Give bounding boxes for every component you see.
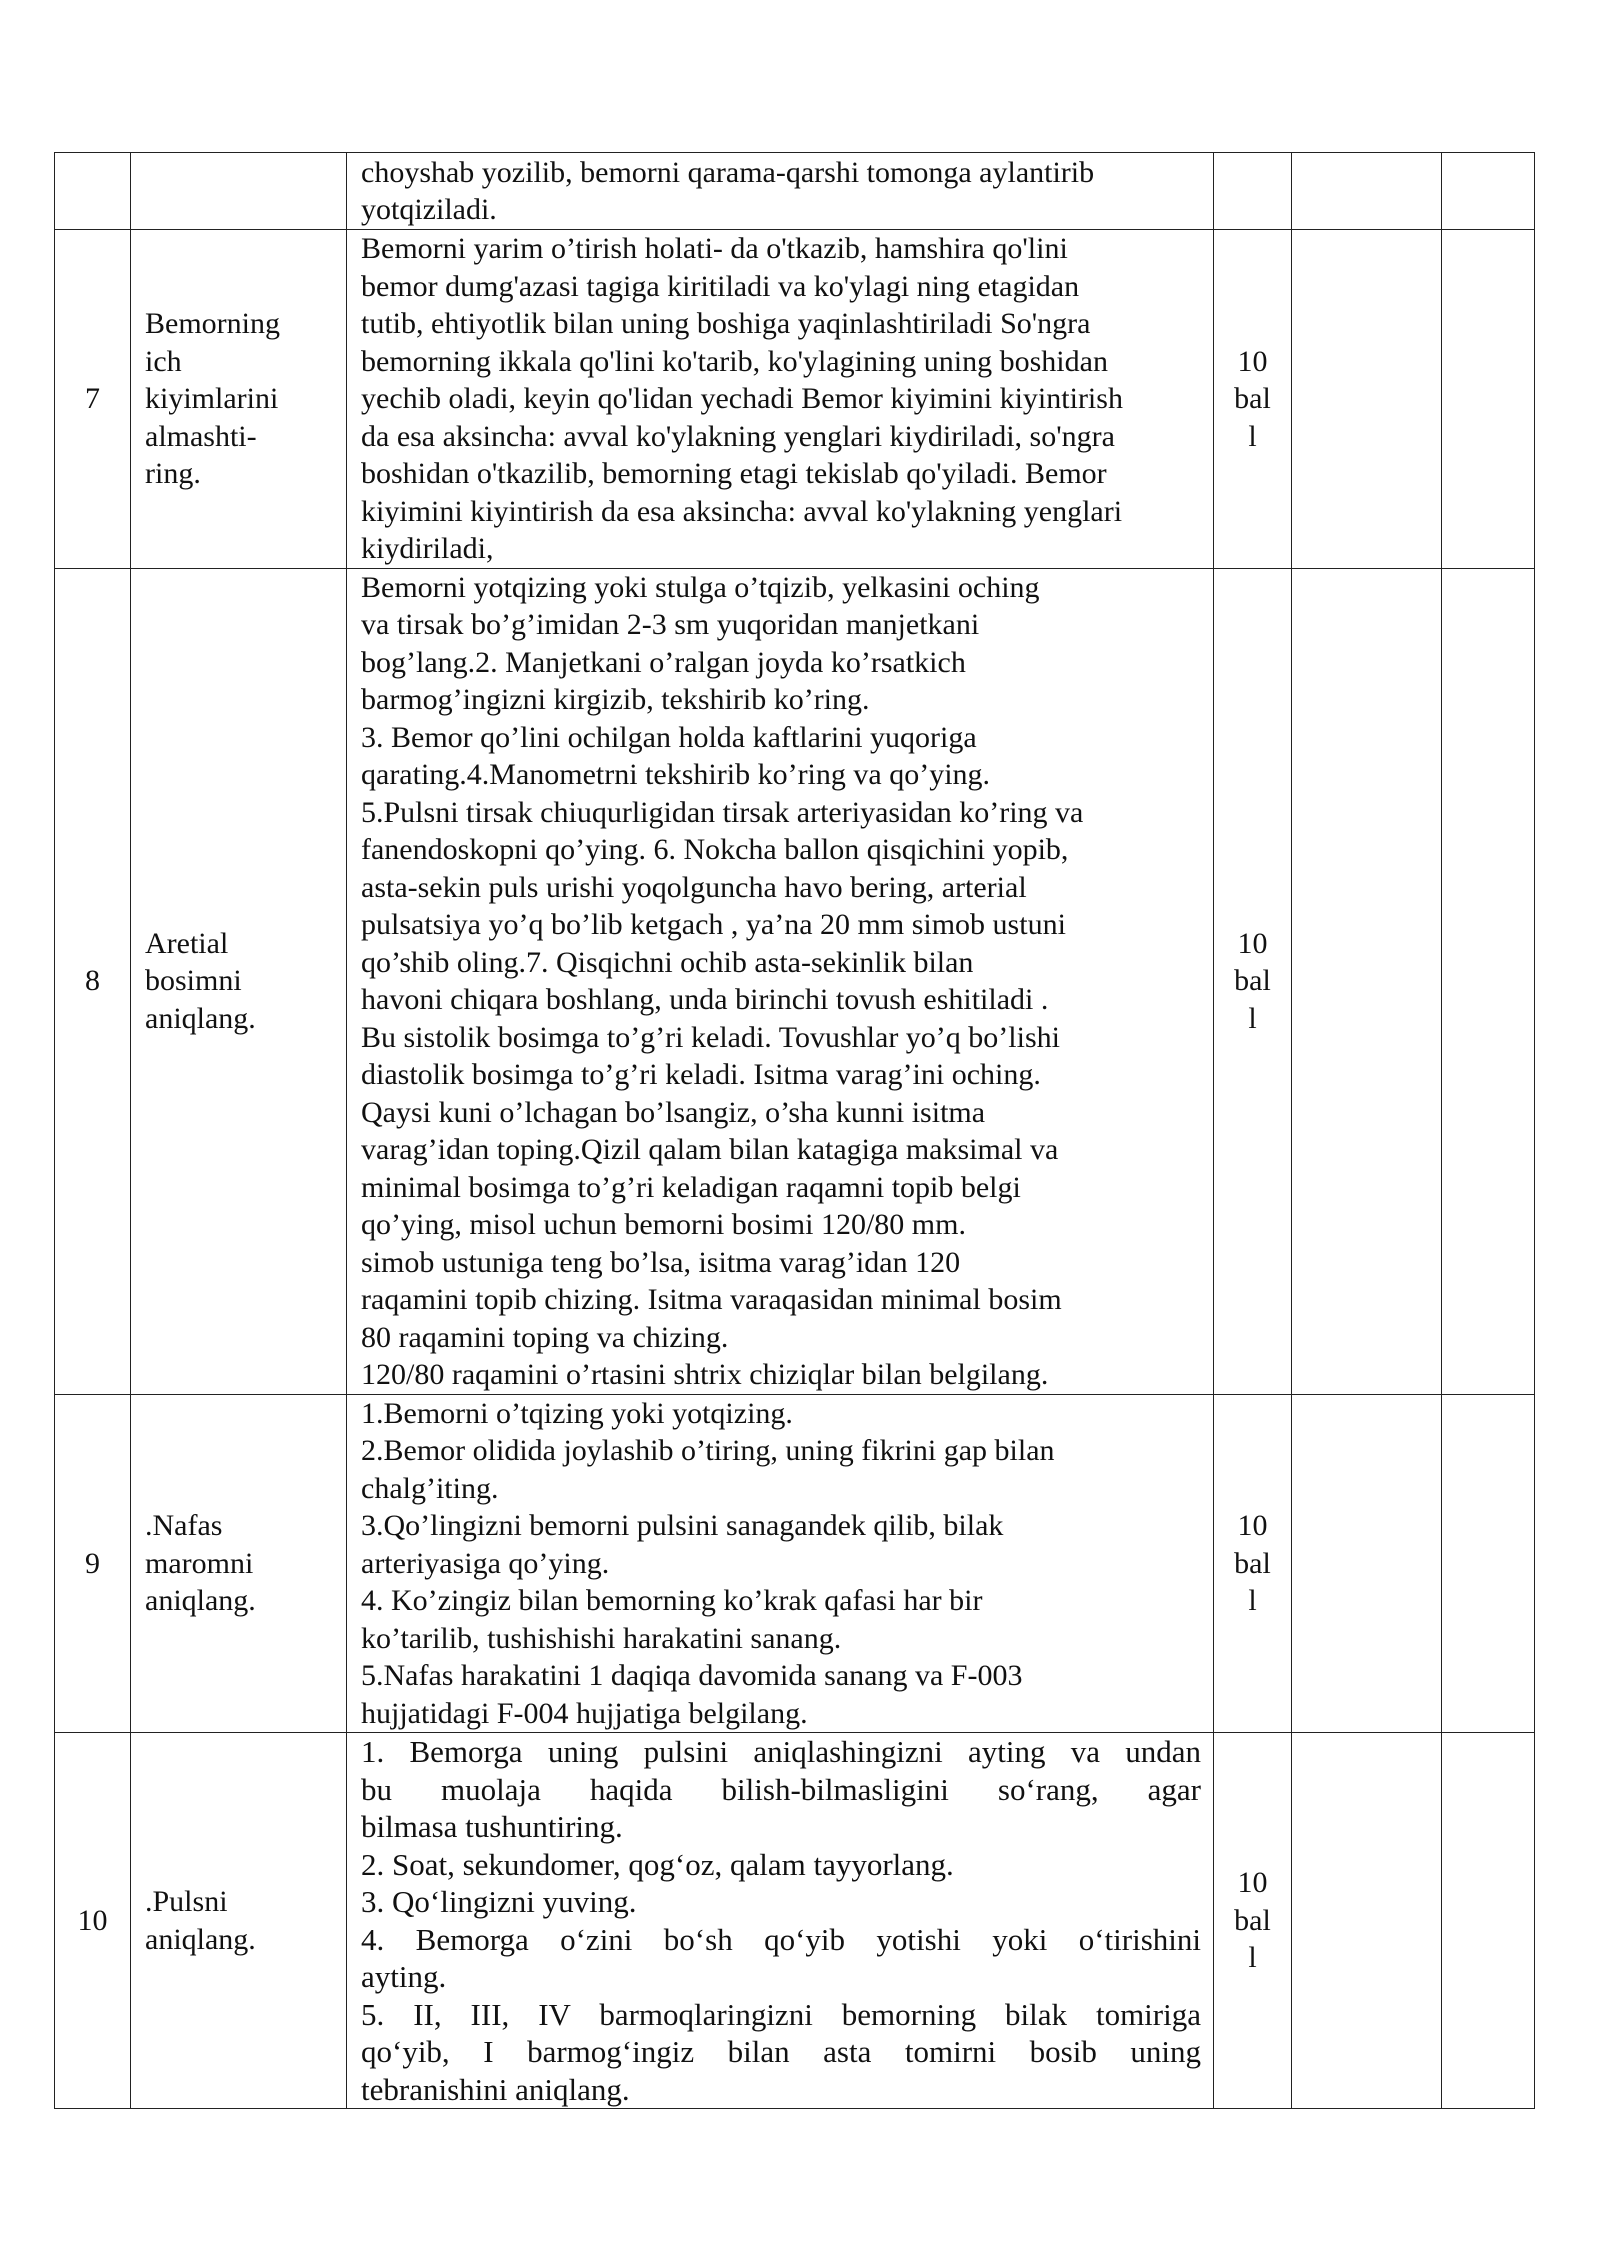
row-number: 8: [85, 964, 100, 998]
score-text: bal: [1234, 382, 1271, 415]
procedure-name-line: bosimni: [145, 964, 242, 998]
procedure-steps-cell: [347, 1733, 1214, 2109]
procedure-name-line: aniqlang.: [145, 1922, 256, 1956]
step-text-line: 5.Nafas harakatini 1 daqiqa davomida sanang va F-003: [361, 1659, 1023, 1692]
procedure-name-line: .Pulsni: [145, 1885, 228, 1918]
empty-cell: [1442, 230, 1535, 569]
step-text-line: Bu sistolik bosimga to’g’ri keladi. Tovushlar yo’q bo’lishi: [361, 1020, 1060, 1054]
step-text-line: qo‘yib, I barmog‘ingiz bilan asta tomirni bosib uning: [361, 2034, 1201, 2069]
row-number-cell: [55, 153, 131, 230]
score-text: 10: [1237, 926, 1268, 960]
step-text-line: 3. Qo‘lingizni yuving.: [361, 1884, 637, 1919]
step-text-line: yechib oladi, keyin qo'lidan yechadi Bemor kiyimini kiyintirish: [361, 382, 1123, 415]
step-text-line: bu muolaja haqida bilish-bilmasligini so‘rang, agar: [361, 1771, 1201, 1807]
procedure-name-cell: [131, 1733, 347, 2109]
step-text-line: boshidan o'tkazilib, bemorning etagi tekislab qo'yiladi. Bemor: [361, 457, 1107, 490]
score-text: bal: [1234, 1546, 1271, 1580]
step-text-line: hujjatidagi F-004 hujjatiga belgilang.: [361, 1696, 808, 1730]
step-text-line: qo’ying, misol uchun bemorni bosimi 120/80 mm.: [361, 1208, 966, 1241]
score-text: 10: [1237, 344, 1268, 378]
procedure-name-cell: [131, 1394, 347, 1733]
row-number-cell: [55, 230, 131, 569]
step-text-line: chalg’iting.: [361, 1471, 499, 1505]
step-text-line: bilmasa tushuntiring.: [361, 1809, 623, 1844]
table-row: [55, 568, 1535, 1394]
empty-cell: [1442, 1394, 1535, 1733]
step-text-line: 5.Pulsni tirsak chiuqurligidan tirsak arteriyasidan ko’ring va: [361, 795, 1084, 829]
procedure-steps-cell: [347, 230, 1214, 569]
step-text-line: barmog’ingizni kirgizib, tekshirib ko’ring.: [361, 683, 870, 716]
step-text-line: qarating.4.Manometrni tekshirib ko’ring va qo’ying.: [361, 758, 991, 791]
procedure-name-line: aniqlang.: [145, 1001, 256, 1035]
step-text-line: Bemorni yarim o’tirish holati- da o'tkazib, hamshira qo'lini: [361, 232, 1068, 265]
procedure-table: [54, 152, 1535, 2109]
step-text-line: diastolik bosimga to’g’ri keladi. Isitma varag’ini oching.: [361, 1058, 1041, 1091]
step-text-line: qo’shib oling.7. Qisqichni ochib asta-sekinlik bilan: [361, 945, 974, 979]
step-text-line: simob ustuniga teng bo’lsa, isitma varag’idan 120: [361, 1245, 961, 1279]
step-text-line: bemor dumg'azasi tagiga kiritiladi va ko'ylagi ning etagidan: [361, 269, 1080, 303]
score-cell: [1214, 230, 1292, 569]
step-text-line: havoni chiqara boshlang, unda birinchi tovush eshitiladi .: [361, 983, 1049, 1016]
score-text: bal: [1234, 1903, 1271, 1937]
empty-cell: [1292, 153, 1442, 230]
empty-cell: [1292, 568, 1442, 1394]
procedure-name-line: ich: [145, 344, 182, 378]
row-number: 7: [85, 382, 100, 415]
step-text-line: asta-sekin puls urishi yoqolguncha havo bering, arterial: [361, 870, 1027, 904]
step-text-line: 3.Qo’lingizni bemorni pulsini sanagandek qilib, bilak: [361, 1509, 1004, 1542]
step-text-line: kiyimini kiyintirish da esa aksincha: avval ko'ylakning yenglari: [361, 494, 1123, 528]
empty-cell: [1292, 230, 1442, 569]
step-text-line: ayting.: [361, 1959, 447, 1994]
step-text-line: 2. Soat, sekundomer, qog‘oz, qalam tayyorlang.: [361, 1846, 954, 1882]
empty-cell: [1442, 153, 1535, 230]
empty-cell: [1292, 1733, 1442, 2109]
procedure-steps-cell: [347, 1394, 1214, 1733]
empty-cell: [1442, 568, 1535, 1394]
step-text-line: ko’tarilib, tushishishi harakatini sanang.: [361, 1621, 842, 1655]
table-row: [55, 1394, 1535, 1733]
table-row: [55, 230, 1535, 569]
row-number: 10: [77, 1903, 108, 1937]
step-text-line: fanendoskopni qo’ying. 6. Nokcha ballon qisqichini yopib,: [361, 833, 1069, 866]
step-text-line: 4. Bemorga o‘zini bo‘sh qo‘yib yotishi yoki o‘tirishini: [361, 1921, 1201, 1957]
row-number-cell: [55, 1733, 131, 2109]
empty-cell: [1292, 1394, 1442, 1733]
score-text: l: [1248, 419, 1257, 453]
step-text-line: 5. II, III, IV barmoqlaringizni bemorning bilak tomiriga: [361, 1996, 1201, 2032]
step-text-line: 1.Bemorni o’tqizing yoki yotqizing.: [361, 1396, 793, 1430]
score-text: l: [1248, 1001, 1257, 1035]
score-cell: [1214, 1394, 1292, 1733]
score-text: bal: [1234, 964, 1271, 998]
score-text: l: [1248, 1941, 1257, 1975]
procedure-name-cell: [131, 230, 347, 569]
score-text: 10: [1237, 1866, 1268, 1900]
procedure-steps-cell: [347, 568, 1214, 1394]
row-number-cell: [55, 1394, 131, 1733]
step-text-line: va tirsak bo’g’imidan 2-3 sm yuqoridan manjetkani: [361, 608, 980, 641]
step-text-line: bog’lang.2. Manjetkani o’ralgan joyda ko’rsatkich: [361, 645, 966, 679]
score-cell: [1214, 153, 1292, 230]
row-number-cell: [55, 568, 131, 1394]
procedure-name-line: aniqlang.: [145, 1584, 256, 1617]
step-text-line: 3. Bemor qo’lini ochilgan holda kaftlarini yuqoriga: [361, 720, 977, 754]
procedure-name-line: almashti-: [145, 419, 257, 453]
step-text-line: arteriyasiga qo’ying.: [361, 1546, 610, 1580]
row-number: 9: [85, 1546, 100, 1580]
step-text-line: minimal bosimga to’g’ri keladigan raqamni topib belgi: [361, 1170, 1021, 1204]
procedure-name-line: maromni: [145, 1546, 254, 1580]
empty-cell: [1442, 1733, 1535, 2109]
procedure-name-line: ring.: [145, 457, 201, 490]
step-text-line: choyshab yozilib, bemorni qarama-qarshi tomonga aylantirib: [361, 155, 1095, 189]
score-cell: [1214, 568, 1292, 1394]
procedure-name-line: kiyimlarini: [145, 382, 279, 415]
step-text-line: 4. Ko’zingiz bilan bemorning ko’krak qafasi har bir: [361, 1584, 983, 1617]
step-text-line: Qaysi kuni o’lchagan bo’lsangiz, o’sha kunni isitma: [361, 1095, 986, 1129]
score-text: l: [1248, 1584, 1257, 1617]
step-text-line: 2.Bemor olidida joylashib o’tiring, uning fikrini gap bilan: [361, 1434, 1055, 1467]
step-text-line: yotqiziladi.: [361, 193, 497, 226]
step-text-line: varag’idan toping.Qizil qalam bilan katagiga maksimal va: [361, 1133, 1059, 1166]
score-cell: [1214, 1733, 1292, 2109]
procedure-name-cell: [131, 568, 347, 1394]
step-text-line: tebranishini aniqlang.: [361, 2071, 630, 2107]
procedure-name-cell: [131, 153, 347, 230]
step-text-line: pulsatsiya yo’q bo’lib ketgach , ya’na 20 mm simob ustuni: [361, 908, 1066, 941]
table-row: [55, 1733, 1535, 2109]
step-text-line: 120/80 raqamini o’rtasini shtrix chiziqlar bilan belgilang.: [361, 1358, 1049, 1391]
step-text-line: raqamini topib chizing. Isitma varaqasidan minimal bosim: [361, 1283, 1062, 1316]
step-text-line: kiydiriladi,: [361, 532, 494, 565]
procedure-name-line: .Nafas: [145, 1509, 223, 1542]
step-text-line: tutib, ehtiyotlik bilan uning boshiga yaqinlashtiriladi So'ngra: [361, 307, 1091, 340]
step-text-line: 80 raqamini toping va chizing.: [361, 1320, 729, 1354]
step-text-line: bemorning ikkala qo'lini ko'tarib, ko'ylagining uning boshidan: [361, 344, 1108, 378]
step-text-line: 1. Bemorga uning pulsini aniqlashingizni ayting va undan: [361, 1734, 1201, 1769]
step-text-line: da esa aksincha: avval ko'ylakning yenglari kiydiriladi, so'ngra: [361, 419, 1115, 453]
procedure-name-line: Aretial: [145, 926, 229, 960]
step-text-line: Bemorni yotqizing yoki stulga o’tqizib, yelkasini oching: [361, 570, 1040, 604]
procedure-steps-cell: [347, 153, 1214, 230]
score-text: 10: [1237, 1509, 1268, 1542]
table-row: [55, 153, 1535, 230]
procedure-name-line: Bemorning: [145, 307, 280, 340]
